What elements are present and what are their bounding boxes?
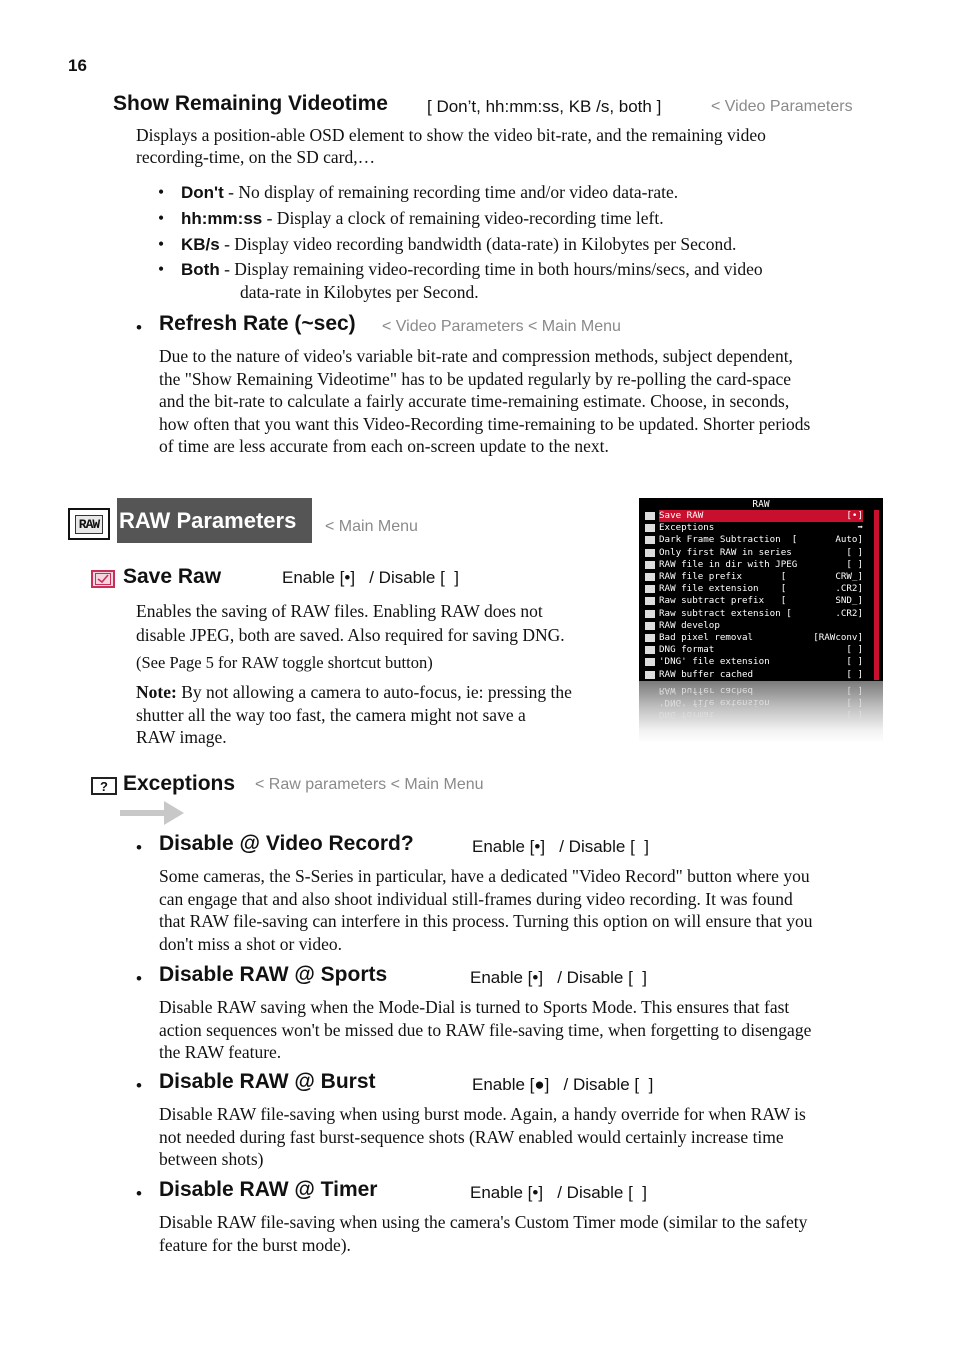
menu-row-label: Save RAW [659, 510, 704, 521]
exception-desc [159, 1211, 807, 1256]
screen-menu-row [659, 595, 863, 607]
bullet-text: - No display of remaining recording time and/or video data-rate. [223, 182, 679, 202]
reflection-value: [ ] [846, 685, 863, 696]
menu-row-icon [645, 597, 655, 605]
bullet-text: - Display a clock of remaining video-recording time left. [262, 208, 664, 228]
menu-row-label: Exceptions [659, 522, 715, 534]
menu-row-label: RAW file prefix [ [659, 571, 787, 582]
text-line: Due to the nature of video's variable bit-rate and compression methods, subject dependent, [159, 346, 793, 366]
save-raw-note [136, 681, 572, 749]
menu-row-label: RAW buffer cached [659, 668, 754, 680]
refresh-rate-crumb: < Video Parameters < Main Menu [382, 318, 621, 335]
checkbox-icon [91, 570, 115, 588]
menu-row-icon [645, 646, 655, 654]
exception-options: Enable [•] / Disable [ ] [472, 837, 649, 856]
question-icon: ? [91, 777, 117, 795]
text-line: don't miss a shot or video. [159, 933, 343, 954]
screen-menu-row [659, 583, 863, 595]
bullet-dot: • [136, 838, 142, 857]
text-line: By not allowing a camera to auto-focus, ie: pressing the [176, 682, 572, 702]
menu-row-value: ➡ [857, 522, 863, 534]
show-remaining-options: [ Don’t, hh:mm:ss, KB /s, both ] [427, 97, 662, 116]
text-line: RAW image. [136, 727, 227, 747]
menu-row-value: SND_] [835, 595, 863, 607]
menu-row-label: RAW file extension [ [659, 583, 787, 595]
menu-row-label: RAW develop [659, 619, 720, 631]
bullet-dot: • [136, 969, 142, 988]
arrow-right-icon [120, 801, 184, 825]
menu-row-label: Bad pixel removal [659, 632, 754, 643]
note-label: Note: [136, 682, 177, 702]
exceptions-crumb: < Raw parameters < Main Menu [255, 776, 484, 793]
screen-scrollbar [874, 510, 879, 680]
show-remaining-desc-line2: recording-time, on the SD card,… [136, 147, 376, 167]
bullet-term: Don't [181, 183, 224, 202]
menu-row-value: CRW_] [835, 571, 863, 582]
text-line: not needed during fast burst-sequence shots (RAW enabled would certainly increase time [159, 1126, 784, 1147]
exception-title: Disable RAW @ Sports [159, 963, 388, 986]
menu-row-icon [645, 573, 655, 581]
refresh-rate-title: Refresh Rate (~sec) [159, 312, 356, 335]
menu-row-value: [ ] [846, 668, 863, 680]
menu-row-value: .CR2] [835, 607, 863, 619]
text-line: the RAW feature. [159, 1042, 282, 1062]
screen-menu-row [659, 559, 863, 571]
menu-row-value: [RAWconv] [813, 632, 863, 643]
text-line: Disable RAW file-saving when using the camera's Custom Timer mode (similar to the safety [159, 1212, 808, 1232]
exception-desc [159, 1103, 806, 1171]
bullet-dot: • [158, 234, 165, 254]
text-line: Disable RAW saving when the Mode-Dial is turned to Sports Mode. This ensures that fast [159, 997, 790, 1017]
menu-row-value: [•] [846, 510, 863, 521]
menu-row-icon [645, 658, 655, 666]
exceptions-title: Exceptions [123, 772, 236, 795]
menu-row-value: [ ] [846, 558, 863, 570]
exception-options: Enable [●] / Disable [ ] [472, 1075, 654, 1094]
camera-raw-menu-screenshot [639, 498, 883, 681]
bullet-term: Both [181, 260, 220, 279]
menu-row-icon [645, 671, 655, 679]
screen-menu-row [659, 547, 863, 559]
bullet-dot: • [136, 318, 142, 337]
menu-row-label: DNG format [659, 644, 715, 656]
text-line: that RAW file-saving can interfere in this process. Turning this option on will ensure that you [159, 911, 813, 931]
text-line: shutter all the way too fast, the camera might not save a [136, 704, 526, 725]
menu-row-icon [645, 512, 655, 520]
screen-menu-row [659, 620, 863, 632]
menu-row-icon [645, 585, 655, 593]
menu-row-icon [645, 634, 655, 642]
page-number: 16 [68, 56, 87, 75]
reflection-text: DNG format [659, 709, 715, 720]
menu-row-value: [ ] [846, 656, 863, 668]
menu-row-icon [645, 524, 655, 532]
menu-row-label: Raw subtract prefix [ [659, 595, 787, 607]
save-raw-desc [136, 600, 565, 646]
show-remaining-crumb: < Video Parameters [711, 98, 853, 115]
bullet-dot: • [136, 1076, 142, 1095]
menu-row-value: [ ] [846, 546, 863, 558]
raw-parameters-crumb: < Main Menu [325, 518, 418, 535]
menu-row-value: Auto] [835, 534, 863, 546]
save-raw-title: Save Raw [123, 565, 222, 588]
text-line: how often that you want this Video-Recording time-remaining to be updated. Shorter periods [159, 413, 811, 434]
screen-menu-row [659, 632, 863, 644]
screen-menu-row [659, 510, 863, 522]
text-line: action sequences won't be missed due to RAW file-saving time, when forgetting to disengage [159, 1019, 812, 1040]
exception-desc [159, 996, 811, 1064]
raw-icon [68, 508, 110, 540]
screen-menu-row [659, 669, 863, 681]
menu-row-value: .CR2] [835, 583, 863, 595]
menu-row-label: 'DNG' file extension [659, 656, 770, 668]
screen-menu-row [659, 534, 863, 546]
menu-row-icon [645, 622, 655, 630]
menu-row-value: [ ] [846, 644, 863, 656]
menu-row-icon [645, 610, 655, 618]
bullet-dot: • [158, 182, 165, 202]
text-line: Some cameras, the S-Series in particular, have a dedicated "Video Record" button where you [159, 866, 810, 886]
text-line: and the bit-rate to calculate a fairly accurate time-remaining estimate. Choose, in seconds, [159, 391, 790, 411]
menu-row-icon [645, 561, 655, 569]
exception-options: Enable [•] / Disable [ ] [470, 968, 647, 987]
save-raw-options: Enable [•] / Disable [ ] [282, 568, 459, 587]
reflection-text: RAW buffer cached [659, 685, 754, 696]
menu-row-icon [645, 536, 655, 544]
show-remaining-title: Show Remaining Videotime [113, 92, 388, 115]
exception-title: Disable RAW @ Burst [159, 1070, 376, 1093]
menu-row-label: Dark Frame Subtraction [ [659, 534, 798, 546]
bullet-term: KB/s [181, 235, 220, 254]
raw-icon-label: RAW [75, 515, 103, 534]
screen-menu-row [659, 656, 863, 668]
bullet-both-line2: data-rate in Kilobytes per Second. [240, 282, 479, 302]
reflection-value: [ ] [846, 697, 863, 708]
menu-row-icon [645, 549, 655, 557]
reflection-text: 'DNG' file extension [659, 697, 770, 708]
refresh-rate-desc [159, 345, 810, 458]
text-line: disable JPEG, both are saved. Also required for saving DNG. [136, 624, 565, 645]
exception-desc [159, 865, 812, 955]
menu-row-label: RAW file in dir with JPEG [659, 558, 798, 570]
screen-menu-row [659, 608, 863, 620]
screen-menu-row [659, 644, 863, 656]
menu-row-label: Only first RAW in series [659, 546, 792, 558]
bullet-text: - Display video recording bandwidth (data-rate) in Kilobytes per Second. [219, 234, 737, 254]
text-line: can engage that and also shoot individual still-frames during video recording. It was found [159, 888, 793, 909]
save-raw-see-note: (See Page 5 for RAW toggle shortcut button) [136, 653, 433, 672]
bullet-text: - Display remaining video-recording time in both hours/mins/secs, and video [219, 259, 763, 279]
bullet-dot: • [136, 1184, 142, 1203]
text-line: between shots) [159, 1149, 264, 1169]
text-line: the "Show Remaining Videotime" has to be updated regularly by re-polling the card-space [159, 368, 792, 389]
menu-row-label: Raw subtract extension [ [659, 607, 792, 619]
bullet-dot: • [158, 208, 165, 228]
screen-reflection [639, 681, 883, 743]
text-line: of time are less accurate from each on-screen update to the next. [159, 436, 609, 456]
exception-options: Enable [•] / Disable [ ] [470, 1183, 647, 1202]
bullet-dot: • [158, 259, 165, 279]
text-line: feature for the burst mode). [159, 1234, 351, 1255]
text-line: Enables the saving of RAW files. Enabling RAW does not [136, 601, 543, 621]
reflection-value: [ ] [846, 709, 863, 720]
exception-title: Disable @ Video Record? [159, 832, 414, 855]
show-remaining-desc-line1: Displays a position-able OSD element to show the video bit-rate, and the remaining video [136, 125, 766, 145]
screen-title: RAW [752, 499, 770, 510]
screen-menu-row [659, 522, 863, 534]
screen-menu-row [659, 571, 863, 583]
text-line: Disable RAW file-saving when using burst mode. Again, a handy override for when RAW is [159, 1104, 806, 1124]
raw-parameters-title: RAW Parameters [117, 498, 312, 543]
exception-title: Disable RAW @ Timer [159, 1178, 378, 1201]
bullet-term: hh:mm:ss [181, 209, 263, 228]
